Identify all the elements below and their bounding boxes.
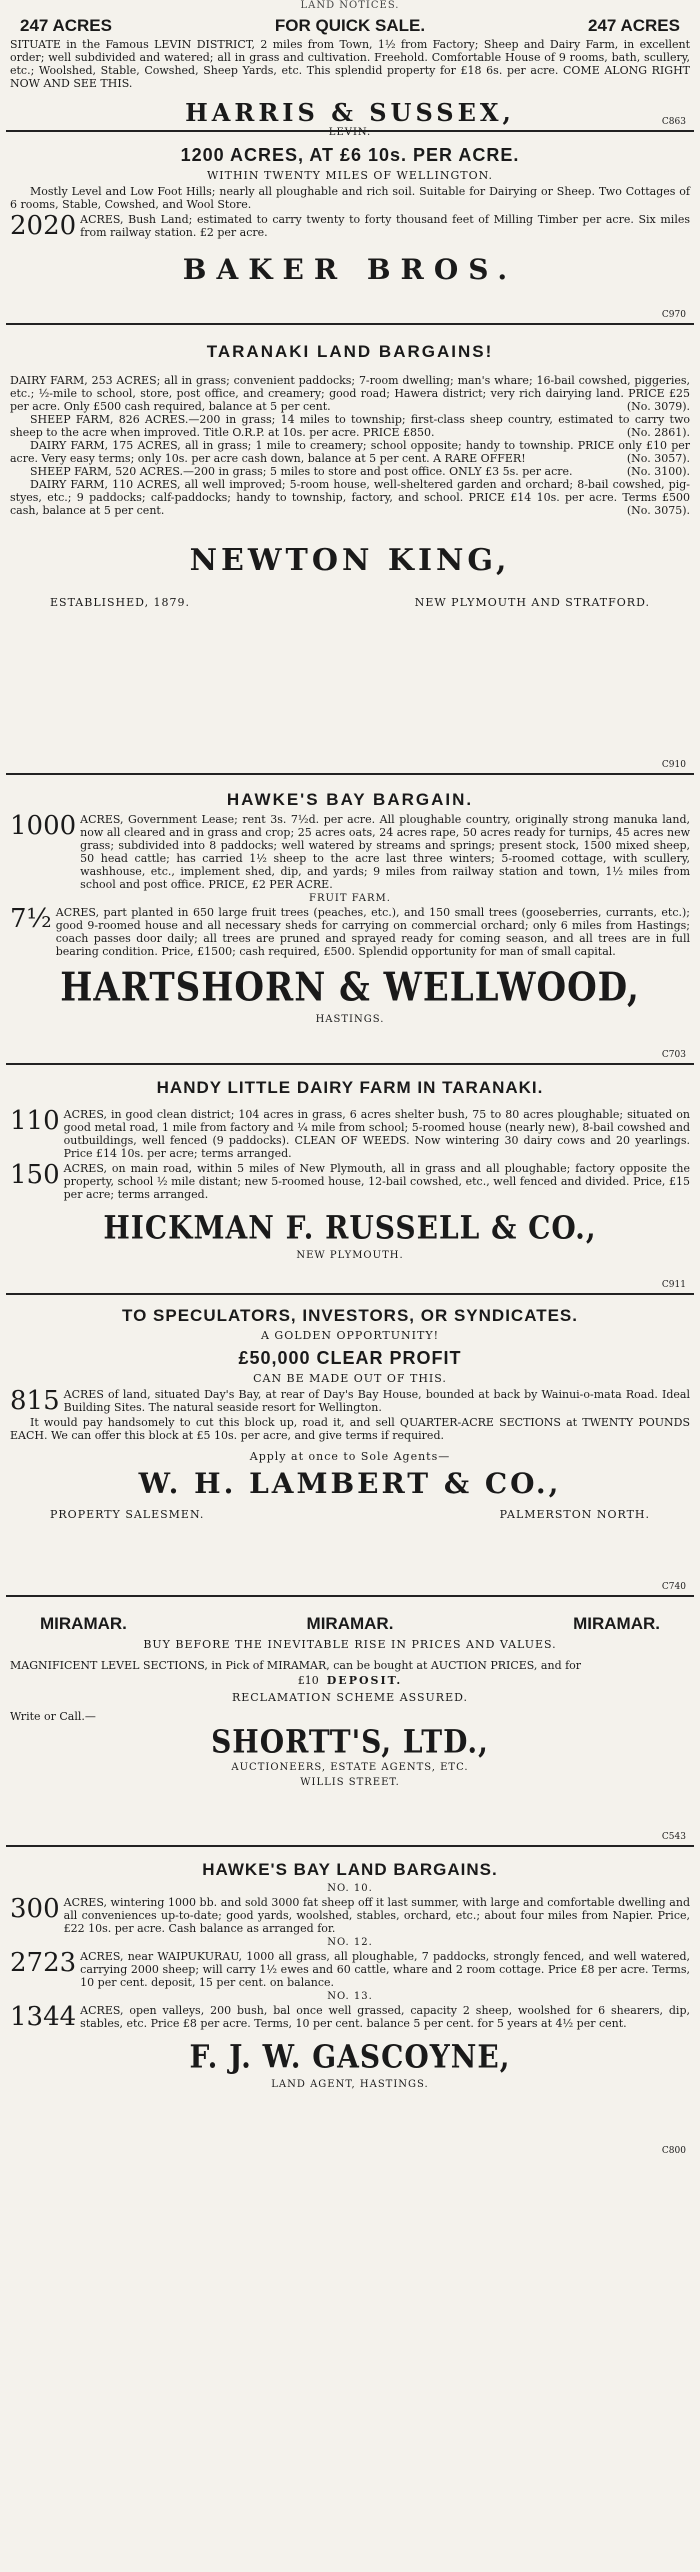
listing-number: (No. 3075). <box>626 504 690 517</box>
lot-description: ACRES, open valleys, 200 bush, bal once well grassed, capacity 2 sheep, woolshed for 6 shearers, dip, stables, etc. Price £8 per acre. Terms, 10 per cent. balance 5 per cent. for 5 years at 4½ per cent. <box>80 2004 690 2030</box>
deposit-label: DEPOSIT. <box>326 1674 403 1687</box>
ad-apply: Apply at once to Sole Agents— <box>249 1450 451 1463</box>
listing-1 <box>10 374 690 413</box>
ad-profit-heading: £50,000 CLEAR PROFIT <box>238 1348 462 1368</box>
listing-number: (No. 3079). <box>626 400 690 413</box>
ad-heading: 1200 ACRES, AT £6 10s. PER ACRE. <box>180 145 520 165</box>
firm-location: HASTINGS. <box>315 1014 385 1025</box>
lot-number: NO. 10. <box>327 1883 373 1894</box>
ad-shortts <box>6 1597 694 1847</box>
listing-2 <box>10 413 690 439</box>
firm-name: HARRIS & SUSSEX, <box>185 98 515 127</box>
ad-headline-mid: MIRAMAR. <box>306 1614 394 1633</box>
lot-acreage: 300 <box>10 1894 60 1924</box>
ad-hickman-russell <box>6 1065 694 1295</box>
lot-description: ACRES, part planted in 650 large fruit trees (peaches, etc.), and 150 small trees (gooseberries, currants, etc.); good 9-roomed house and all necessary sheds for carrying on commercial orchard; only 6 miles from Hastings; coach passes door daily; all trees are pruned and sprayed ready for coming season, and all trees are in full bearing condition. Price, £1500; cash required, £500. Splendid opportunity for man of small capital. <box>55 906 690 958</box>
lot-description: ACRES, in good clean district; 104 acres in grass, 6 acres shelter bush, 75 to 80 acres ploughable; situated on good metal road, 1 mile from factory and ¼ mile from school; 5-roomed house (nearly new), 8-bail cowshed and outbuildings, well fenced (9 paddocks). CLEAN OF WEEDS. Now wintering 30 dairy cows and 20 yearlings. Price £14 10s. per acre; terms arranged. <box>63 1108 690 1160</box>
ad-code: C740 <box>661 1582 686 1592</box>
lot-number: NO. 12. <box>327 1937 373 1948</box>
lot-description: ACRES, near WAIPUKURAU, 1000 all grass, all ploughable, 7 paddocks, strongly fenced, and well watered, carrying 2000 sheep; will carry 1½ ewes and 60 cattle, whare and 2 room cottage. Price £8 per acre. Terms, 10 per cent. deposit, 15 per cent. on balance. <box>80 1950 690 1989</box>
firm-description: AUCTIONEERS, ESTATE AGENTS, ETC. <box>231 1762 469 1773</box>
lot-description: ACRES, Government Lease; rent 3s. 7½d. per acre. All ploughable country, originally strong manuka land, now all cleared and in grass and crop; 25 acres oats, 24 acres rape, 50 acres ready for turnips, 45 acres new grass; subdivided into 8 paddocks; well watered by streams and springs; present stock, 1500 mixed sheep, 50 head cattle; has carried 1½ sheep to the acre last three winters; 5-roomed cottage, with scullery, washhouse, etc., implement shed, dip, and yards; 9 miles from railway station and town, 1½ miles from school and post office. PRICE, £2 PER ACRE. <box>80 813 690 891</box>
lot-acreage: 7½ <box>10 904 52 934</box>
ad-heading: HANDY LITTLE DAIRY FARM IN TARANAKI. <box>156 1078 544 1097</box>
firm-location: NEW PLYMOUTH AND STRATFORD. <box>414 596 650 609</box>
lot-description: ACRES, wintering 1000 bb. and sold 3000 fat sheep off it last summer, with large and comfortable dwelling and all conveniences up-to-date; good yards, woolshed, stables, orchard, etc.; about four miles from Napier. Price, £22 10s. per acre. Cash balance as arranged for. <box>63 1896 690 1935</box>
ad-harris-sussex <box>6 12 694 138</box>
ad-code: C910 <box>661 760 686 770</box>
ad-subheading: WITHIN TWENTY MILES OF WELLINGTON. <box>206 169 494 182</box>
listing-5 <box>10 478 690 517</box>
ad-code: C863 <box>661 117 686 127</box>
lot-acreage: 2723 <box>10 1948 77 1978</box>
listing-number: (No. 3100). <box>626 465 690 478</box>
lot-paragraph <box>10 1388 690 1414</box>
lot-acreage: 1344 <box>10 2002 77 2032</box>
ad-heading: HAWKE'S BAY LAND BARGAINS. <box>202 1860 498 1879</box>
lot-paragraph <box>10 2004 690 2030</box>
ad-code: C911 <box>661 1280 686 1290</box>
firm-description: PROPERTY SALESMEN. <box>50 1508 205 1521</box>
listing-text: SHEEP FARM, 826 ACRES.—200 in grass; 14 miles to township; first-class sheep country, estimated to carry two sheep to the acre when improved. Title O.R.P. at 10s. per acre. PRICE £850. <box>10 413 690 439</box>
listing-text: SHEEP FARM, 520 ACRES.—200 in grass; 5 miles to store and post office. ONLY £3 5s. per acre. <box>30 465 573 478</box>
page-header: LAND NOTICES. <box>300 0 400 11</box>
lot-paragraph <box>10 906 690 958</box>
firm-location: PALMERSTON NORTH. <box>499 1508 650 1521</box>
listing-text: DAIRY FARM, 253 ACRES; all in grass; convenient paddocks; 7-room dwelling; man's whare; 16-bail cowshed, piggeries, etc.; ½-mile to school, store, post office, and creamery; good road; Hawera district; very rich dairying land. PRICE £25 per acre. Only £500 cash required, balance at 5 per cent. <box>10 374 690 413</box>
lot-acreage: 815 <box>10 1386 60 1416</box>
lot-paragraph <box>10 1896 690 1935</box>
listing-text: DAIRY FARM, 110 ACRES, all well improved; 5-room house, well-sheltered garden and orchard; 8-bail cowshed, pig-styes, etc.; 9 paddocks; calf-paddocks; handy to township, factory, and school. PRICE £14 10s. per acre. Terms £500 cash, balance at 5 per cent. <box>10 478 690 517</box>
lot-paragraph <box>10 1950 690 1989</box>
ad-heading: TARANAKI LAND BARGAINS! <box>206 342 494 361</box>
firm-name: W. H. LAMBERT & CO., <box>138 1467 562 1500</box>
firm-location: WILLIS STREET. <box>300 1777 400 1788</box>
lot-description: ACRES, on main road, within 5 miles of New Plymouth, all in grass and all ploughable; factory opposite the property, school ½ mile distant; new 5-roomed house, 12-bail cowshed, etc., well fenced and divided. Price, £15 per acre; terms arranged. <box>63 1162 690 1201</box>
listing-text: DAIRY FARM, 175 ACRES, all in grass; 1 mile to creamery; school opposite; handy to township. PRICE only £10 per acre. Very easy terms; only 10s. per acre cash down, balance at 5 per cent. A RARE OFFER! <box>10 439 690 465</box>
firm-name: F. J. W. GASCOYNE, <box>189 2037 511 2076</box>
lot-description: ACRES, Bush Land; estimated to carry twenty to forty thousand feet of Milling Timber per acre. Six miles from railway station. £2 per acre. <box>80 213 690 239</box>
ad-body: MAGNIFICENT LEVEL SECTIONS, in Pick of MIRAMAR, can be bought at AUCTION PRICES, and for <box>10 1659 582 1672</box>
listing-number: (No. 3057). <box>626 452 690 465</box>
ad-subheading-2: CAN BE MADE OUT OF THIS. <box>253 1372 447 1385</box>
ad-subheading: FRUIT FARM. <box>309 893 391 904</box>
firm-location: LAND AGENT, HASTINGS. <box>271 2079 429 2090</box>
listing-4 <box>10 465 690 478</box>
ad-subheading: BUY BEFORE THE INEVITABLE RISE IN PRICES AND VALUES. <box>143 1638 557 1651</box>
firm-name: BAKER BROS. <box>182 253 518 286</box>
ad-headline-left: MIRAMAR. <box>40 1614 127 1633</box>
ad-headline-right: 247 ACRES <box>588 16 680 35</box>
lot-acreage: 150 <box>10 1160 60 1190</box>
ad-heading: TO SPECULATORS, INVESTORS, OR SYNDICATES. <box>122 1306 578 1325</box>
lot-paragraph <box>10 1108 690 1160</box>
ad-newton-king <box>6 325 694 775</box>
listing-number: (No. 2861). <box>626 426 690 439</box>
firm-location: LEVIN. <box>328 127 372 138</box>
firm-location: NEW PLYMOUTH. <box>296 1250 404 1261</box>
firm-name: NEWTON KING, <box>189 543 511 578</box>
lot-paragraph <box>10 1162 690 1201</box>
ad-write: Write or Call.— <box>10 1710 96 1723</box>
ad-code: C800 <box>661 2146 686 2156</box>
ad-body: It would pay handsomely to cut this block up, road it, and sell QUARTER-ACRE SECTIONS at TWENTY POUNDS EACH. We can offer this block at £5 10s. per acre, and give terms if required. <box>10 1416 690 1442</box>
ad-lambert <box>6 1295 694 1597</box>
ad-body: Mostly Level and Low Foot Hills; nearly all ploughable and rich soil. Suitable for Dairying or Sheep. Two Cottages of 6 rooms, Stable, Cowshed, and Wool Store. <box>10 185 690 211</box>
lot-paragraph <box>10 813 690 891</box>
ad-hartshorn-wellwood <box>6 775 694 1065</box>
firm-name: HICKMAN F. RUSSELL & CO., <box>103 1208 597 1247</box>
firm-name: SHORTT'S, LTD., <box>211 1722 489 1761</box>
ad-baker-bros <box>6 132 694 325</box>
firm-name: HARTSHORN & WELLWOOD, <box>60 965 640 1011</box>
ad-subheading: A GOLDEN OPPORTUNITY! <box>260 1329 440 1342</box>
lot-acreage: 110 <box>10 1106 60 1136</box>
ad-code: C703 <box>661 1050 686 1060</box>
lot-description: ACRES of land, situated Day's Bay, at rear of Day's Bay House, bounded at back by Wainui-o-mata Road. Ideal Building Sites. The natural seaside resort for Wellington. <box>63 1388 690 1414</box>
ad-body: SITUATE in the Famous LEVIN DISTRICT, 2 miles from Town, 1½ from Factory; Sheep and Dairy Farm, in excellent order; well subdivided and watered; all in grass and cultivation. Freehold. Comfortable House of 9 rooms, bath, scullery, etc.; Woolshed, Stable, Cowshed, Sheep Yards, etc. This splendid property for £18 6s. per acre. COME ALONG RIGHT NOW AND SEE THIS. <box>10 38 690 90</box>
ad-headline-left: 247 ACRES <box>20 16 112 35</box>
ad-gascoyne <box>6 1847 694 2159</box>
ad-headline-right: MIRAMAR. <box>573 1614 660 1633</box>
lot-number: NO. 13. <box>327 1991 373 2002</box>
lot-acreage: 1000 <box>10 811 77 841</box>
ad-code: C543 <box>661 1832 686 1842</box>
listing-3 <box>10 439 690 465</box>
firm-established: ESTABLISHED, 1879. <box>50 596 191 609</box>
ad-headline-mid: FOR QUICK SALE. <box>274 16 426 35</box>
lot-paragraph <box>10 213 690 239</box>
ad-scheme: RECLAMATION SCHEME ASSURED. <box>231 1691 469 1704</box>
ad-heading: HAWKE'S BAY BARGAIN. <box>226 790 474 809</box>
deposit-amount: £10 <box>297 1674 319 1687</box>
ad-code: C970 <box>661 310 686 320</box>
lot-acreage: 2020 <box>10 211 77 241</box>
